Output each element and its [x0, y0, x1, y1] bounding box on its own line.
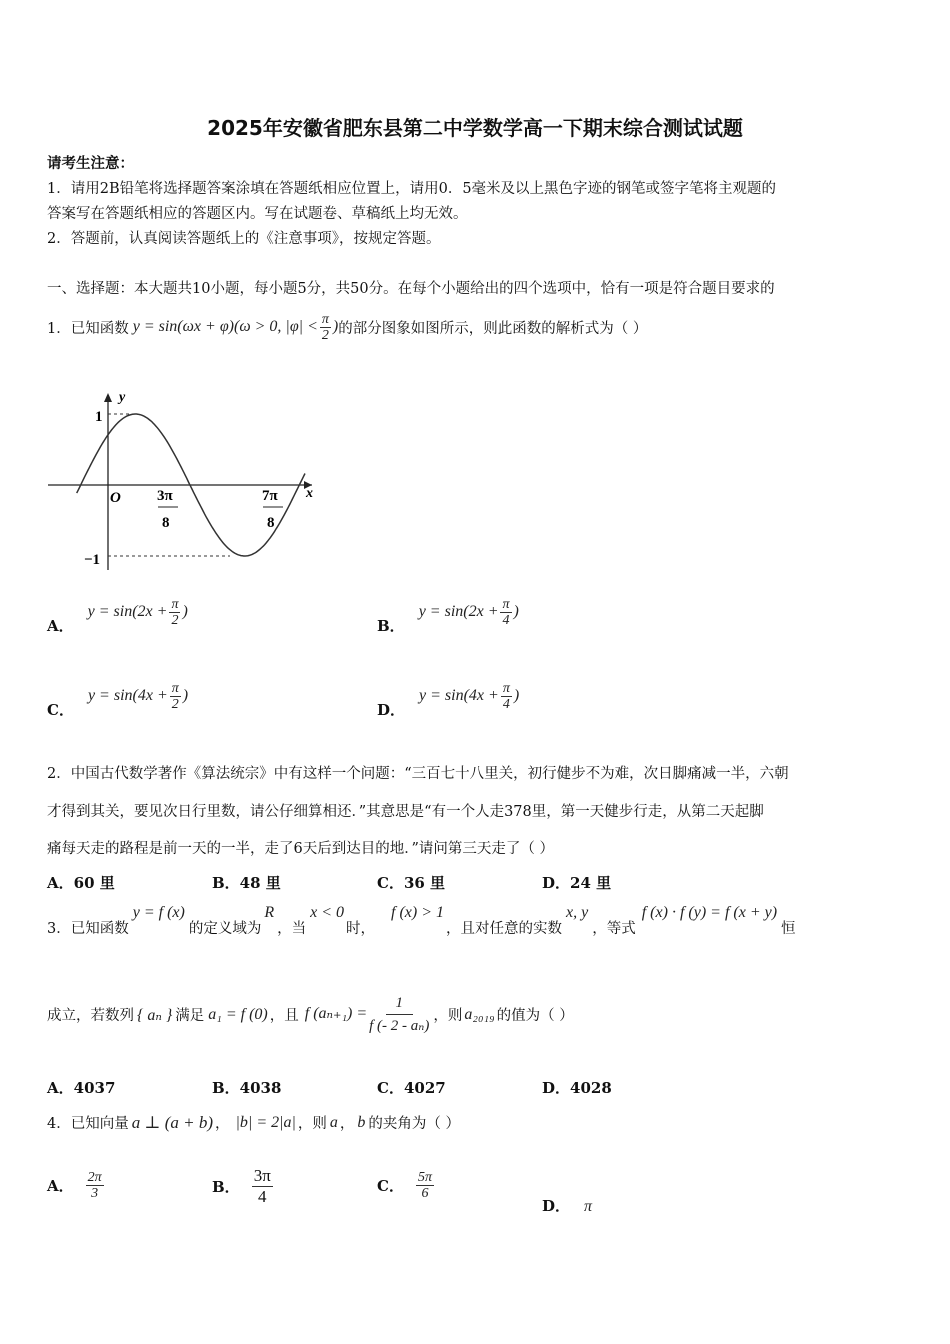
- notice-header: 请考生注意：: [47, 155, 134, 172]
- q4-option-d[interactable]: [542, 1194, 592, 1216]
- q1-option-c-label: C．: [47, 701, 74, 719]
- q3-text-8: 满足: [175, 1008, 205, 1024]
- q1-option-d-pre: y = sin(4x +: [419, 687, 499, 705]
- q1-option-c-formula: [88, 681, 188, 712]
- q4-option-c-num: 5π: [417, 1170, 432, 1185]
- q1-option-c-post: ): [182, 687, 189, 705]
- q4-formula-b: b: [357, 1113, 366, 1131]
- q3-text-2: ，当: [277, 921, 307, 937]
- q3-option-a[interactable]: A．4037: [47, 1079, 116, 1097]
- q3-recurrence-num: 1: [386, 992, 414, 1015]
- q2-option-b[interactable]: B．48 里: [212, 874, 281, 892]
- q3-text-4: ，且对任意的实数: [446, 921, 563, 937]
- q3-option-b[interactable]: B．4038: [212, 1079, 282, 1097]
- tick-7pi-num: 7π: [262, 488, 278, 504]
- q1-option-c[interactable]: [47, 681, 188, 722]
- q1-number: 1．已知函数: [47, 321, 129, 337]
- q1-option-c-den: 2: [171, 697, 179, 712]
- q3-formula-y-fx: y = f (x): [132, 904, 185, 921]
- notice-line-2: 2．答题前，认真阅读答题纸上的《注意事项》，按规定答题。: [47, 231, 441, 247]
- q3-line-1: [47, 904, 796, 938]
- q4-option-a[interactable]: [47, 1170, 106, 1201]
- q3-text-7: 成立，若数列: [47, 1008, 134, 1024]
- q1-option-c-pre: y = sin(4x +: [87, 687, 168, 705]
- q3-text-9: ，且: [269, 1008, 299, 1024]
- q1-option-c-num: π: [171, 681, 179, 696]
- q4-option-c-label: C．: [377, 1177, 404, 1195]
- notice-line-1a: 1．请用2B铅笔将选择题答案涂填在答题纸相应位置上，请用0．5毫米及以上黑色字迹的钢笔或签字笔将主观题的: [47, 181, 777, 197]
- q2-line-1: 2．中国古代数学著作《算法统宗》中有这样一个问题：“三百七十八里关，初行健步不为难，次日脚痛减一半，六朝: [47, 766, 789, 782]
- q1-formula-pre: y = sin(ωx + φ)(ω > 0, |φ| <: [132, 318, 318, 336]
- q1-option-d-formula: [419, 681, 519, 712]
- q3-line-2: [47, 992, 574, 1037]
- q1-option-b-formula: [419, 597, 519, 628]
- q4-option-a-den: 3: [91, 1186, 99, 1201]
- y-max-label: 1: [95, 409, 103, 425]
- q3-text-6: 恒: [781, 921, 796, 937]
- q3-formula-xy: x, y: [566, 904, 589, 921]
- q3-formula-r: R: [264, 904, 275, 921]
- q3-formula-sequence: { aₙ }: [137, 1006, 173, 1024]
- q1-option-d-post: ): [513, 687, 520, 705]
- q2-option-c[interactable]: C．36 里: [377, 874, 446, 892]
- q1-option-b-pre: y = sin(2x +: [418, 603, 499, 621]
- q3-text-1: 的定义域为: [188, 921, 262, 937]
- tick-3pi-den: 8: [162, 515, 170, 531]
- tick-3pi-num: 3π: [157, 488, 173, 504]
- q4-option-d-label: D．: [542, 1196, 571, 1215]
- q3-formula-functional-eq: f (x) · f (y) = f (x + y): [641, 904, 778, 921]
- q1-option-a-den: 2: [171, 613, 179, 628]
- q3-formula-x-lt-0: x < 0: [310, 904, 345, 921]
- q3-formula-fx-gt-1: f (x) > 1: [391, 904, 445, 921]
- q1-option-a-label: A．: [47, 617, 74, 635]
- q1-option-a[interactable]: [47, 597, 188, 638]
- q3-formula-a2019: a₂₀₁₉: [464, 1005, 495, 1023]
- q2-line-3: 痛每天走的路程是前一天的一半，走了6天后到达目的地．”请问第三天走了（ ）: [47, 841, 554, 857]
- q1-option-a-num: π: [171, 597, 179, 612]
- q4-option-a-label: A．: [47, 1177, 74, 1195]
- q4-number: 4．已知向量: [47, 1116, 129, 1132]
- q1-option-d[interactable]: [377, 681, 519, 722]
- page-title: 2025年安徽省肥东县第二中学数学高一下期末综合测试试题: [207, 116, 743, 140]
- q3-text-5: ，等式: [592, 921, 636, 937]
- q3-number: 3．已知函数: [47, 921, 129, 937]
- q1-option-d-label: D．: [377, 701, 406, 719]
- q1-option-b[interactable]: [377, 597, 519, 638]
- q2-option-a[interactable]: A．60 里: [47, 874, 115, 892]
- q1-option-b-den: 4: [502, 613, 510, 628]
- q1-option-d-num: π: [502, 681, 510, 696]
- q4-option-c-den: 6: [421, 1186, 429, 1201]
- q3-recurrence-den: f (- 2 - aₙ): [369, 1018, 430, 1034]
- q2-line-2: 才得到其关，要见次日行里数，请公仔细算相还．”其意思是“有一个人走378里，第一天健步行走，从第二天起脚: [47, 804, 764, 820]
- q3-option-d[interactable]: D．4028: [542, 1079, 612, 1097]
- q1-option-a-pre: y = sin(2x +: [87, 603, 168, 621]
- q4-option-b[interactable]: [212, 1166, 275, 1207]
- q3-text-3: 时，: [346, 921, 376, 937]
- notice-line-1b: 答案写在答题纸相应的答题区内。写在试题卷、草稿纸上均无效。: [47, 206, 468, 222]
- q3-formula-recurrence: [305, 992, 432, 1037]
- question-4: [47, 1112, 460, 1133]
- q4-option-b-num: 3π: [253, 1166, 271, 1185]
- q4-option-c[interactable]: [377, 1170, 436, 1201]
- section-heading: 一、选择题：本大题共10小题，每小题5分，共50分。在每个小题给出的四个选项中，恰有一项是符合题目要求的: [47, 281, 775, 297]
- q1-formula-num: π: [321, 312, 329, 327]
- q4-text-2: ，则: [297, 1116, 327, 1132]
- y-axis-arrow: [104, 393, 112, 402]
- q1-option-a-formula: [88, 597, 188, 628]
- q1-option-a-post: ): [182, 603, 188, 621]
- q1-option-d-den: 4: [502, 697, 510, 712]
- q1-option-b-label: B．: [377, 617, 405, 635]
- q1-text: 的部分图象如图所示，则此函数的解析式为（ ）: [338, 321, 648, 337]
- q4-text-3: ，: [339, 1116, 355, 1132]
- origin-label: O: [110, 490, 121, 506]
- q4-formula-a: a: [329, 1113, 338, 1131]
- q3-text-10: ，则: [433, 1008, 463, 1024]
- y-min-label: −1: [84, 552, 101, 568]
- q1-formula-post: ): [332, 318, 339, 336]
- q4-formula-norm: |b| = 2|a|: [235, 1113, 296, 1131]
- q3-formula-a1: a₁ = f (0): [208, 1005, 268, 1023]
- q4-text-4: 的夹角为（ ）: [368, 1116, 461, 1132]
- q4-option-d-value: π: [584, 1198, 593, 1215]
- q4-option-b-den: 4: [257, 1187, 267, 1206]
- q1-formula: [133, 312, 338, 343]
- q3-text-11: 的值为（ ）: [496, 1008, 574, 1024]
- q1-formula-den: 2: [321, 328, 329, 343]
- q1-option-b-num: π: [502, 597, 510, 612]
- tick-7pi-den: 8: [267, 515, 275, 531]
- y-axis-label: y: [119, 390, 126, 405]
- q4-formula-perp: a ⊥ (a + b): [131, 1112, 214, 1132]
- q1-option-b-post: ): [513, 603, 519, 621]
- q3-recurrence-lhs: f (aₙ₊₁) =: [304, 1005, 368, 1023]
- x-axis-label: x: [306, 486, 313, 501]
- q4-text-1: ，: [215, 1116, 230, 1132]
- q4-option-a-num: 2π: [87, 1170, 102, 1185]
- q4-option-b-label: B．: [212, 1178, 240, 1196]
- question-1: [47, 312, 647, 343]
- q1-graph: [40, 385, 330, 585]
- q3-option-c[interactable]: C．4027: [377, 1079, 446, 1097]
- q2-option-d[interactable]: D．24 里: [542, 874, 612, 892]
